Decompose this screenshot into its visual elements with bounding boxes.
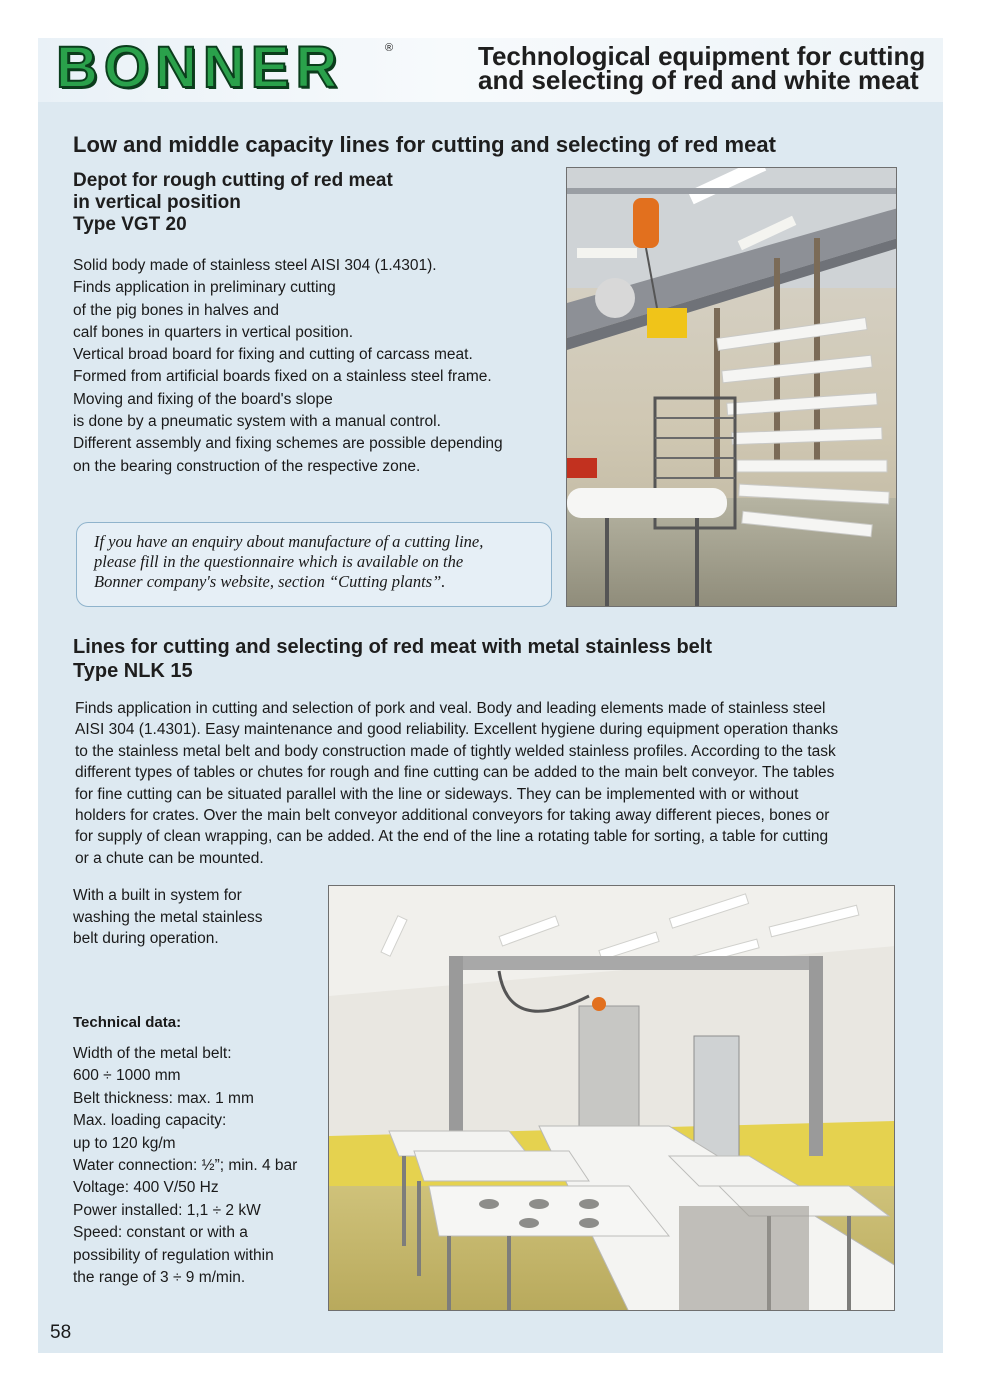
vgt20-subheading — [73, 170, 393, 236]
text-line: Different assembly and fixing schemes are possible depending — [73, 435, 503, 453]
tech-line: possibility of regulation within — [73, 1246, 274, 1264]
text-line: calf bones in quarters in vertical position. — [73, 323, 354, 341]
text-line: of the pig bones in halves and — [73, 301, 279, 319]
bonner-logo: BONNER — [56, 35, 344, 100]
enquiry-line: please fill in the questionnaire which is available on the — [94, 552, 464, 571]
text-line: AISI 304 (1.4301). Easy maintenance and good reliability. Excellent hygiene during equipment operation thanks — [75, 721, 839, 739]
tech-line: Max. loading capacity: — [73, 1112, 227, 1130]
vgt20-description — [73, 255, 553, 478]
header-title-line: Technological equipment for cutting — [478, 41, 926, 71]
enquiry-line: Bonner company's website, section “Cutting plants”. — [94, 572, 446, 591]
section1-heading: Low and middle capacity lines for cutting and selecting of red meat — [73, 132, 776, 157]
header-title-line: and selecting of red and white meat — [478, 65, 919, 95]
text-line: or a chute can be mounted. — [75, 849, 264, 867]
subheading-line: Type VGT 20 — [73, 214, 187, 235]
text-line: holders for crates. Over the main belt conveyor additional conveyors for taking away different pieces, bones or — [75, 807, 830, 825]
text-line: different types of tables or chutes for rough and fine cutting can be added to the main belt conveyor. The tables — [75, 764, 835, 782]
text-line: Finds application in preliminary cutting — [73, 279, 336, 297]
heading-line: Lines for cutting and selecting of red meat with metal stainless belt — [73, 636, 713, 658]
subheading-line: in vertical position — [73, 192, 241, 213]
text-line: Finds application in cutting and selection of pork and veal. Body and leading elements made of stainless steel — [75, 700, 826, 717]
enquiry-line: If you have an enquiry about manufacture of a cutting line, — [94, 532, 484, 551]
text-line: Vertical broad board for fixing and cutting of carcass meat. — [73, 346, 473, 364]
tech-line: up to 120 kg/m — [73, 1134, 176, 1152]
technical-data-heading: Technical data: — [73, 1014, 182, 1031]
enquiry-callout — [76, 522, 552, 607]
text-line: washing the metal stainless — [73, 908, 263, 926]
washing-note — [73, 885, 323, 950]
tech-line: Width of the metal belt: — [73, 1045, 232, 1062]
vgt20-illustration — [567, 168, 897, 607]
header-title — [478, 41, 938, 95]
tech-line: Water connection: ½”; min. 4 bar — [73, 1157, 298, 1175]
text-line: Formed from artificial boards fixed on a stainless steel frame. — [73, 368, 492, 386]
text-line: on the bearing construction of the respective zone. — [73, 457, 421, 475]
text-line: for fine cutting can be situated parallel with the line or sideways. They can be implemented with or without — [75, 785, 799, 803]
text-line: Solid body made of stainless steel AISI 304 (1.4301). — [73, 257, 437, 274]
text-line: Moving and fixing of the board's slope — [73, 390, 333, 408]
tech-line: 600 ÷ 1000 mm — [73, 1067, 181, 1085]
subheading-line: Depot for rough cutting of red meat — [73, 170, 393, 191]
text-line: for supply of clean wrapping, can be added. At the end of the line a rotating table for sorting, a table for cutting — [75, 828, 829, 846]
technical-data-list — [73, 1043, 323, 1289]
nlk15-description — [75, 698, 905, 869]
vgt20-photo — [566, 167, 897, 607]
tech-line: Power installed: 1,1 ÷ 2 kW — [73, 1201, 261, 1219]
text-line: With a built in system for — [73, 887, 242, 904]
text-line: to the stainless metal belt and body construction made of tightly welded stainless profiles. According to the task — [75, 742, 836, 760]
tech-line: Speed: constant or with a — [73, 1224, 248, 1242]
nlk15-photo — [328, 885, 895, 1311]
registered-mark: ® — [385, 42, 394, 54]
text-line: belt during operation. — [73, 930, 219, 947]
tech-line: Belt thickness: max. 1 mm — [73, 1089, 254, 1107]
section2-heading — [73, 635, 712, 683]
tech-line: Voltage: 400 V/50 Hz — [73, 1179, 219, 1197]
text-line: is done by a pneumatic system with a manual control. — [73, 413, 441, 431]
page-number: 58 — [50, 1322, 72, 1343]
heading-line: Type NLK 15 — [73, 660, 193, 682]
nlk15-illustration — [329, 886, 895, 1311]
tech-line: the range of 3 ÷ 9 m/min. — [73, 1269, 246, 1287]
